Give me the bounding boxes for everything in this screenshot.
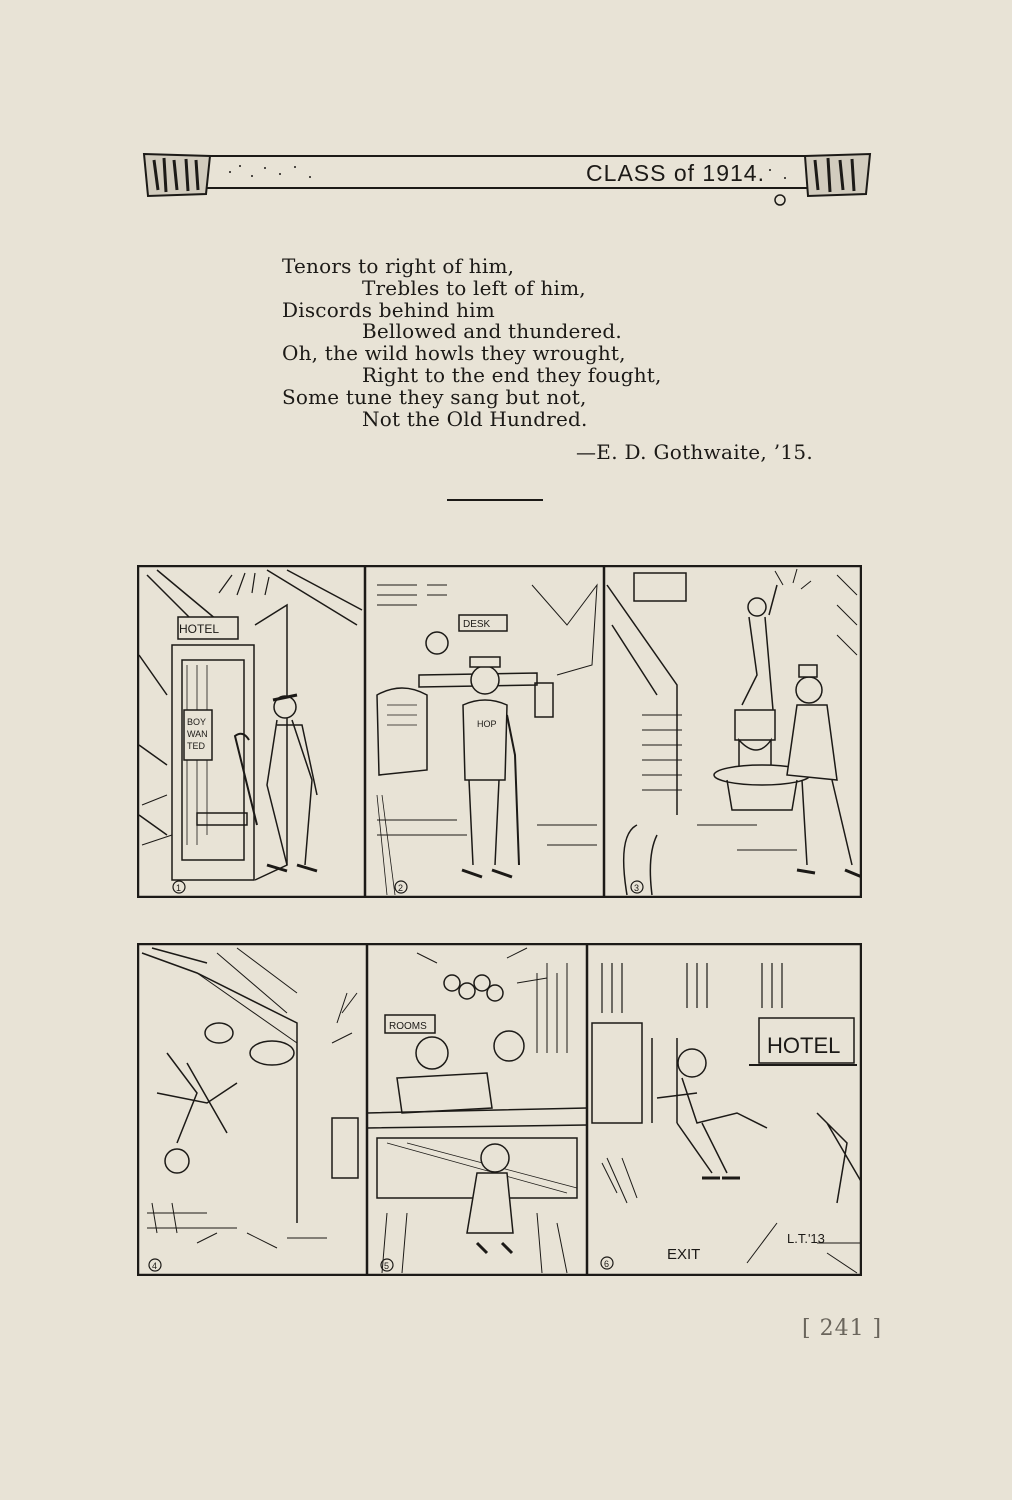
comic-panel-number: 5 (384, 1261, 390, 1271)
comic-strip-bottom-drawing (137, 943, 862, 1276)
comic-sign-text: HOTEL (179, 622, 220, 636)
comic-strip-top (137, 565, 862, 898)
page-number: [ 241 ] (802, 1316, 883, 1341)
poem-line: Right to the end they fought, (362, 362, 662, 387)
comic-panel-number: 2 (398, 883, 404, 893)
comic-sign-text: HOTEL (767, 1033, 841, 1058)
comic-panel-number: 3 (634, 883, 640, 893)
comic-strip-top-drawing (137, 565, 862, 898)
poem-line: Bellowed and thundered. (362, 319, 622, 344)
comic-sign-text: HOP (477, 719, 497, 729)
comic-panel-number: 4 (152, 1261, 158, 1271)
poem (282, 256, 822, 430)
comic-sign-text: TED (187, 741, 205, 751)
header-banner (140, 150, 875, 210)
comic-sign-text: ROOMS (389, 1021, 427, 1032)
comic-artist-signature: L.T.'13 (787, 1231, 825, 1246)
poem-line: Not the Old Hundred. (362, 406, 588, 431)
comic-panel-number: 6 (604, 1259, 610, 1269)
section-divider (447, 499, 543, 501)
poem-line: Discords behind him (282, 297, 495, 322)
page-header-title: CLASS of 1914. (586, 160, 765, 186)
comic-panel-number: 1 (176, 883, 182, 893)
poem-line: Tenors to right of him, (282, 254, 515, 278)
comic-sign-text: BOY (187, 717, 207, 727)
poem-line: Oh, the wild howls they wrought, (282, 341, 626, 366)
poem-line: Some tune they sang but not, (282, 384, 587, 409)
poem-attribution: —E. D. Gothwaite, ’15. (576, 440, 814, 464)
comic-sign-text: EXIT (667, 1246, 701, 1263)
comic-strip-bottom (137, 943, 862, 1276)
comic-sign-text: WAN (187, 729, 208, 739)
poem-line: Trebles to left of him, (362, 275, 586, 300)
comic-sign-text: DESK (463, 619, 491, 630)
